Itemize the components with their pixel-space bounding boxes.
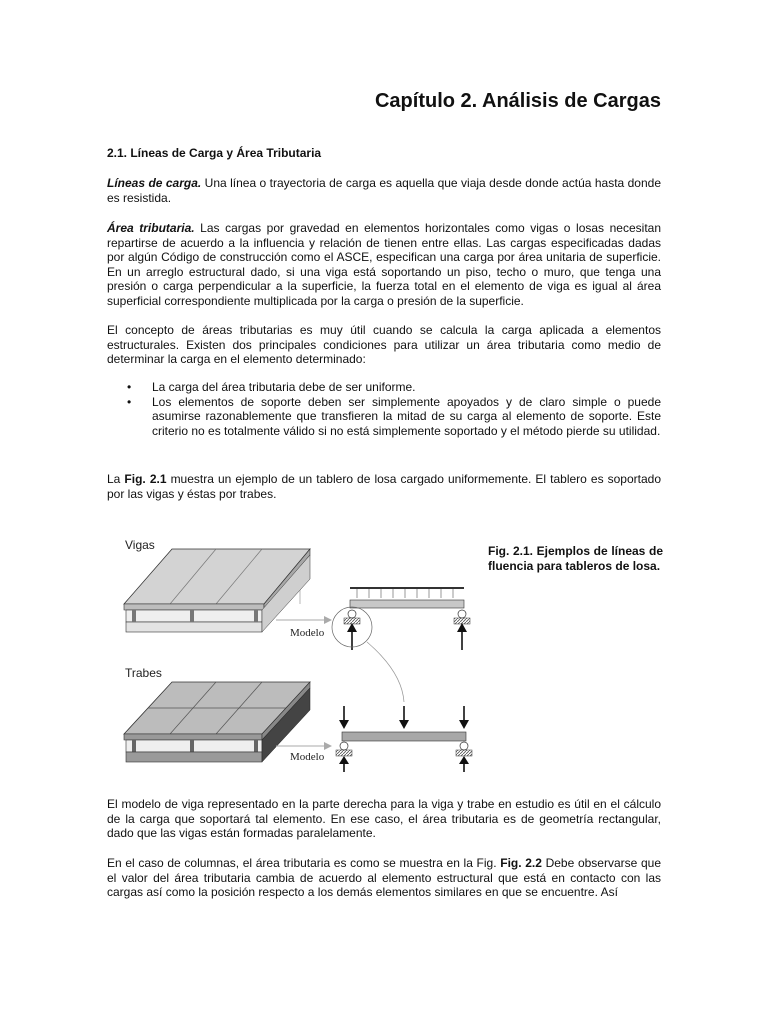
paragraph-tributary-area — [107, 221, 661, 309]
paragraph-columns-pre: En el caso de columnas, el área tributaria es como se muestra en la Fig. — [107, 856, 501, 870]
term-tributary-area: Área tributaria. — [107, 221, 195, 235]
bullet-icon: • — [127, 380, 132, 394]
paragraph-columns — [107, 856, 661, 900]
paragraph-load-lines-text: Una línea o trayectoria de carga es aquella que viaja desde donde actúa hasta donde es resistida. — [107, 176, 661, 205]
paragraph-beam-model: El modelo de viga representado en la parte derecha para la viga y trabe en estudio es útil en el cálculo de la carga que soportará tal elemento. En ese caso, el área tributaria es de geometría rectangular, dado que las vigas están formadas paralelamente. — [107, 797, 661, 841]
figure-caption: Fig. 2.1. Ejemplos de líneas de fluencia para tableros de losa. — [488, 544, 663, 573]
list-item — [107, 395, 661, 439]
list-item-text: La carga del área tributaria debe de ser uniforme. — [152, 380, 416, 394]
section-heading: 2.1. Líneas de Carga y Área Tributaria — [107, 146, 322, 160]
list-item-text: Los elementos de soporte deben ser simplemente apoyados y de claro simple o puede asumirse razonablemente que transfieren la mitad de su carga al elemento de soporte. Este criterio no es totalmente válido si no está simplemente soportado y el método pierde su utilidad. — [152, 394, 661, 438]
model-label-bottom: Modelo — [290, 751, 325, 763]
beam-model-bottom — [336, 706, 472, 772]
label-vigas: Vigas — [125, 538, 155, 552]
paragraph-tributary-area-text: Las cargas por gravedad en elementos horizontales como vigas o losas necesitan repartirse de acuerdo a la influencia y relación de tienen entre ellas. Las cargas especificadas dadas por algún Código de construcción como el ASCE, especifican una carga por área unitaria de superficie. En un arreglo estructural dado, si una viga está soportando un piso, techo o muro, que tenga una presión o carga perpendicular a la superficie, la fuerza total en el elemento de viga es igual al área superficial correspondiente multiplicada por la carga o presión de la superficie. — [107, 221, 661, 308]
paragraph-figure-ref-post: muestra un ejemplo de un tablero de losa cargado uniformemente. El tablero es soportado por las vigas y éstas por trabes. — [107, 472, 662, 501]
figure-ref-link: Fig. 2.1 — [124, 472, 167, 486]
beam-model-top — [332, 587, 470, 650]
conditions-list — [107, 380, 661, 438]
term-load-lines: Líneas de carga. — [107, 176, 202, 190]
list-item — [107, 380, 661, 395]
paragraph-figure-ref — [107, 472, 661, 501]
paragraph-load-lines — [107, 176, 661, 205]
model-label-top: Modelo — [290, 627, 325, 639]
paragraph-figure-ref-pre: La — [107, 472, 125, 486]
paragraph-columns-post: Debe observarse que el valor del área tributaria cambia de acuerdo al elemento estructural que está en contacto con las cargas así como la posición respecto a los demás elementos similares en que se encuentre. Así — [107, 856, 662, 900]
paragraph-concept: El concepto de áreas tributarias es muy útil cuando se calcula la carga aplicada a elementos estructurales. Existen dos principales condiciones para utilizar un área tributaria como medio de determinar la carga en el elemento determinado: — [107, 323, 661, 367]
label-trabes: Trabes — [125, 666, 162, 680]
chapter-title: Capítulo 2. Análisis de Cargas — [374, 90, 661, 112]
figure-2-1 — [112, 532, 482, 772]
slab-trabes-illustration — [124, 682, 310, 762]
bullet-icon: • — [127, 394, 132, 409]
figure-2-2-ref: Fig. 2.2 — [500, 856, 542, 870]
